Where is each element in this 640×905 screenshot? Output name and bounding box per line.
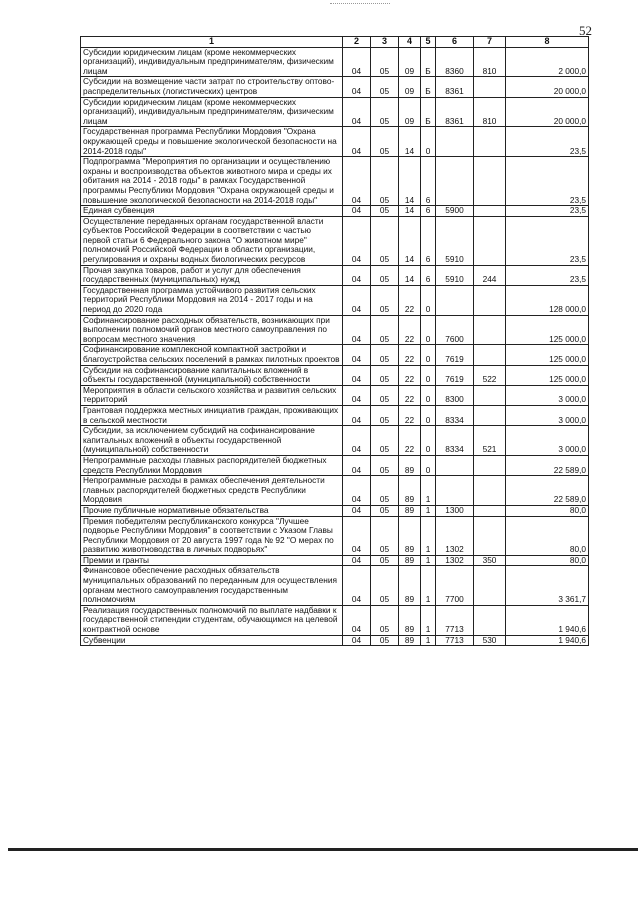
col-7-cell: 522 [474, 365, 506, 385]
header-row [81, 37, 589, 48]
col-4-cell: 14 [399, 157, 421, 206]
row-name-cell: Государственная программа устойчивого развития сельских территорий Республики Мордовия на 2014 - 2017 годы и на период до 2020 года [81, 285, 343, 315]
row-name-cell: Единая субвенция [81, 206, 343, 217]
row-name-cell: Субсидии, за исключением субсидий на софинансирование капитальных вложений в объекты государственной (муниципальной) собственности [81, 426, 343, 456]
row-name-cell: Подпрограмма "Мероприятия по организации и осуществлению охраны и воспроизводства объектов животного мира и среды их обитания на 2014 - 2018 годы" в рамках Государственной программы Республики Мордовия "Охрана окружающей среды и повышение экологической безопасности на 2014-2018 годы" [81, 157, 343, 206]
col-2-cell: 04 [343, 476, 371, 506]
col-2-cell: 04 [343, 97, 371, 127]
col-4-cell: 14 [399, 265, 421, 285]
col-2-cell: 04 [343, 315, 371, 345]
col-5-cell: 0 [421, 426, 436, 456]
col-4-cell: 22 [399, 315, 421, 345]
col-2-cell: 04 [343, 426, 371, 456]
col-2-cell: 04 [343, 405, 371, 425]
col-6-cell: 1300 [436, 505, 474, 516]
col-2-cell: 04 [343, 77, 371, 97]
col-2-cell: 04 [343, 516, 371, 555]
amount-cell: 3 000,0 [506, 385, 589, 405]
amount-cell: 23,5 [506, 265, 589, 285]
row-name-cell: Непрограммные расходы в рамках обеспечения деятельности главных распорядителей бюджетных средств Республики Мордовия [81, 476, 343, 506]
col-3-cell: 05 [371, 455, 399, 475]
col-5-cell: 0 [421, 315, 436, 345]
table-row [81, 285, 589, 315]
col-6-cell: 7619 [436, 345, 474, 365]
col-5-cell: Б [421, 47, 436, 77]
col-7-cell [474, 77, 506, 97]
col-4-cell: 89 [399, 635, 421, 646]
col-4-cell: 14 [399, 206, 421, 217]
table-row [81, 216, 589, 265]
row-name-cell: Прочая закупка товаров, работ и услуг для обеспечения государственных (муниципальных) нужд [81, 265, 343, 285]
amount-cell: 125 000,0 [506, 345, 589, 365]
amount-cell: 20 000,0 [506, 97, 589, 127]
col-5-cell: 0 [421, 385, 436, 405]
col-4-cell: 89 [399, 555, 421, 566]
col-6-cell: 8360 [436, 47, 474, 77]
col-7-cell [474, 127, 506, 157]
col-7-cell [474, 605, 506, 635]
row-name-cell: Субсидии юридическим лицам (кроме некоммерческих организаций), индивидуальным предпринимателям, физическим лицам [81, 47, 343, 77]
col-3-cell: 05 [371, 216, 399, 265]
col-2-cell: 04 [343, 127, 371, 157]
col-3-cell: 05 [371, 127, 399, 157]
col-4-cell: 22 [399, 345, 421, 365]
col-6-cell: 7713 [436, 605, 474, 635]
header-col-8: 8 [506, 37, 589, 48]
table-row [81, 157, 589, 206]
col-3-cell: 05 [371, 405, 399, 425]
col-2-cell: 04 [343, 157, 371, 206]
col-4-cell: 89 [399, 476, 421, 506]
col-3-cell: 05 [371, 265, 399, 285]
col-6-cell [436, 476, 474, 506]
col-4-cell: 89 [399, 455, 421, 475]
row-name-cell: Субсидии юридическим лицам (кроме некоммерческих организаций), индивидуальным предпринимателям, физическим лицам [81, 97, 343, 127]
col-4-cell: 22 [399, 405, 421, 425]
table-row [81, 345, 589, 365]
col-3-cell: 05 [371, 566, 399, 605]
amount-cell: 23,5 [506, 206, 589, 217]
col-4-cell: 22 [399, 385, 421, 405]
amount-cell: 3 000,0 [506, 426, 589, 456]
table-row [81, 635, 589, 646]
col-3-cell: 05 [371, 365, 399, 385]
col-7-cell [474, 315, 506, 345]
row-name-cell: Софинансирование расходных обязательств, возникающих при выполнении полномочий органов местного самоуправления по вопросам местного значения [81, 315, 343, 345]
col-7-cell [474, 157, 506, 206]
col-6-cell [436, 127, 474, 157]
col-4-cell: 14 [399, 127, 421, 157]
col-3-cell: 05 [371, 315, 399, 345]
col-7-cell [474, 476, 506, 506]
col-2-cell: 04 [343, 555, 371, 566]
amount-cell: 3 000,0 [506, 405, 589, 425]
col-7-cell [474, 505, 506, 516]
col-7-cell [474, 206, 506, 217]
col-6-cell: 1302 [436, 516, 474, 555]
col-4-cell: 89 [399, 605, 421, 635]
col-5-cell: 0 [421, 345, 436, 365]
table-row [81, 77, 589, 97]
col-6-cell: 1302 [436, 555, 474, 566]
col-6-cell [436, 285, 474, 315]
col-5-cell: 6 [421, 265, 436, 285]
amount-cell: 80,0 [506, 505, 589, 516]
col-3-cell: 05 [371, 516, 399, 555]
col-3-cell: 05 [371, 385, 399, 405]
col-7-cell [474, 566, 506, 605]
col-7-cell: 521 [474, 426, 506, 456]
table-row [81, 505, 589, 516]
col-6-cell: 5900 [436, 206, 474, 217]
col-6-cell: 7619 [436, 365, 474, 385]
col-4-cell: 14 [399, 216, 421, 265]
table-row [81, 385, 589, 405]
row-name-cell: Осуществление переданных органам государственной власти субъектов Российской Федерации в соответствии с частью первой статьи 6 Федерального закона "О животном мире" полномочий Российской Федерации в области организации, регулирования и охраны водных биологических ресурсов [81, 216, 343, 265]
amount-cell: 1 940,6 [506, 605, 589, 635]
col-3-cell: 05 [371, 505, 399, 516]
amount-cell: 2 000,0 [506, 47, 589, 77]
col-2-cell: 04 [343, 47, 371, 77]
row-name-cell: Прочие публичные нормативные обязательства [81, 505, 343, 516]
col-5-cell: 0 [421, 455, 436, 475]
col-6-cell: 8334 [436, 405, 474, 425]
col-5-cell: 6 [421, 206, 436, 217]
row-name-cell: Субсидии на возмещение части затрат по строительству оптово-распределительных (логистических) центров [81, 77, 343, 97]
col-5-cell: 6 [421, 157, 436, 206]
col-6-cell [436, 157, 474, 206]
col-6-cell: 7700 [436, 566, 474, 605]
col-6-cell: 8361 [436, 97, 474, 127]
col-2-cell: 04 [343, 635, 371, 646]
col-5-cell: 0 [421, 127, 436, 157]
col-5-cell: Б [421, 77, 436, 97]
row-name-cell: Грантовая поддержка местных инициатив граждан, проживающих в сельской местности [81, 405, 343, 425]
table-row [81, 405, 589, 425]
col-6-cell: 5910 [436, 265, 474, 285]
table-row [81, 476, 589, 506]
col-4-cell: 89 [399, 516, 421, 555]
col-2-cell: 04 [343, 566, 371, 605]
col-7-cell [474, 385, 506, 405]
col-2-cell: 04 [343, 505, 371, 516]
table-body [81, 47, 589, 646]
amount-cell: 20 000,0 [506, 77, 589, 97]
amount-cell: 3 361,7 [506, 566, 589, 605]
col-6-cell: 8300 [436, 385, 474, 405]
col-7-cell [474, 405, 506, 425]
col-7-cell [474, 455, 506, 475]
col-5-cell: 0 [421, 405, 436, 425]
row-name-cell: Финансовое обеспечение расходных обязательств муниципальных образований по переданным для осуществления органам местного самоуправления государственным полномочиям [81, 566, 343, 605]
amount-cell: 80,0 [506, 555, 589, 566]
table-row [81, 605, 589, 635]
budget-table [80, 36, 589, 646]
col-5-cell: 1 [421, 505, 436, 516]
amount-cell: 23,5 [506, 127, 589, 157]
scan-edge [8, 848, 638, 851]
col-4-cell: 22 [399, 285, 421, 315]
col-3-cell: 05 [371, 345, 399, 365]
col-5-cell: Б [421, 97, 436, 127]
col-3-cell: 05 [371, 157, 399, 206]
col-7-cell: 530 [474, 635, 506, 646]
col-4-cell: 22 [399, 365, 421, 385]
scan-artifact [330, 3, 390, 5]
col-4-cell: 22 [399, 426, 421, 456]
col-7-cell [474, 516, 506, 555]
col-6-cell: 7600 [436, 315, 474, 345]
col-2-cell: 04 [343, 455, 371, 475]
header-col-4: 4 [399, 37, 421, 48]
header-col-2: 2 [343, 37, 371, 48]
col-6-cell: 8361 [436, 77, 474, 97]
col-6-cell: 5910 [436, 216, 474, 265]
header-col-1: 1 [81, 37, 343, 48]
col-3-cell: 05 [371, 97, 399, 127]
col-3-cell: 05 [371, 77, 399, 97]
amount-cell: 1 940,6 [506, 635, 589, 646]
col-2-cell: 04 [343, 345, 371, 365]
col-3-cell: 05 [371, 635, 399, 646]
col-2-cell: 04 [343, 385, 371, 405]
col-3-cell: 05 [371, 47, 399, 77]
row-name-cell: Государственная программа Республики Мордовия "Охрана окружающей среды и повышение экологической безопасности на 2014-2018 годы" [81, 127, 343, 157]
table-row [81, 455, 589, 475]
table-row [81, 516, 589, 555]
amount-cell: 22 589,0 [506, 455, 589, 475]
table-row [81, 555, 589, 566]
table-row [81, 97, 589, 127]
table-row [81, 127, 589, 157]
amount-cell: 125 000,0 [506, 315, 589, 345]
row-name-cell: Непрограммные расходы главных распорядителей бюджетных средств Республики Мордовия [81, 455, 343, 475]
header-col-7: 7 [474, 37, 506, 48]
col-5-cell: 1 [421, 605, 436, 635]
col-5-cell: 1 [421, 476, 436, 506]
table-row [81, 566, 589, 605]
col-5-cell: 1 [421, 566, 436, 605]
row-name-cell: Субвенции [81, 635, 343, 646]
col-7-cell [474, 216, 506, 265]
col-7-cell: 350 [474, 555, 506, 566]
amount-cell: 22 589,0 [506, 476, 589, 506]
row-name-cell: Премии и гранты [81, 555, 343, 566]
col-4-cell: 89 [399, 566, 421, 605]
col-4-cell: 89 [399, 505, 421, 516]
col-7-cell [474, 345, 506, 365]
col-2-cell: 04 [343, 605, 371, 635]
col-5-cell: 1 [421, 516, 436, 555]
row-name-cell: Субсидии на софинансирование капитальных вложений в объекты государственной (муниципальной) собственности [81, 365, 343, 385]
col-2-cell: 04 [343, 285, 371, 315]
col-7-cell: 244 [474, 265, 506, 285]
col-5-cell: 1 [421, 555, 436, 566]
row-name-cell: Мероприятия в области сельского хозяйства и развития сельских территорий [81, 385, 343, 405]
table-row [81, 265, 589, 285]
row-name-cell: Софинансирование комплексной компактной застройки и благоустройства сельских поселений в рамках пилотных проектов [81, 345, 343, 365]
col-3-cell: 05 [371, 426, 399, 456]
row-name-cell: Премия победителям республиканского конкурса "Лучшее подворье Республики Мордовия" в соответствии с Указом Главы Республики Мордовия от 20 августа 1997 года № 92 "О мерах по развитию животноводства в личных подворьях" [81, 516, 343, 555]
amount-cell: 125 000,0 [506, 365, 589, 385]
col-3-cell: 05 [371, 285, 399, 315]
table-row [81, 315, 589, 345]
table-row [81, 206, 589, 217]
col-3-cell: 05 [371, 476, 399, 506]
amount-cell: 23,5 [506, 157, 589, 206]
col-4-cell: 09 [399, 47, 421, 77]
header-col-5: 5 [421, 37, 436, 48]
header-col-3: 3 [371, 37, 399, 48]
table-row [81, 365, 589, 385]
col-5-cell: 6 [421, 216, 436, 265]
amount-cell: 128 000,0 [506, 285, 589, 315]
col-4-cell: 09 [399, 77, 421, 97]
col-7-cell: 810 [474, 47, 506, 77]
col-7-cell: 810 [474, 97, 506, 127]
page-number: 52 [579, 23, 592, 38]
col-2-cell: 04 [343, 206, 371, 217]
col-5-cell: 0 [421, 285, 436, 315]
col-2-cell: 04 [343, 216, 371, 265]
col-3-cell: 05 [371, 605, 399, 635]
table-row [81, 426, 589, 456]
col-3-cell: 05 [371, 555, 399, 566]
col-6-cell: 8334 [436, 426, 474, 456]
col-6-cell [436, 455, 474, 475]
col-3-cell: 05 [371, 206, 399, 217]
table-row [81, 47, 589, 77]
amount-cell: 80,0 [506, 516, 589, 555]
col-5-cell: 1 [421, 635, 436, 646]
col-7-cell [474, 285, 506, 315]
header-col-6: 6 [436, 37, 474, 48]
row-name-cell: Реализация государственных полномочий по выплате надбавки к государственной стипендии студентам, обучающимся на целевой контрактной основе [81, 605, 343, 635]
col-5-cell: 0 [421, 365, 436, 385]
col-6-cell: 7713 [436, 635, 474, 646]
col-4-cell: 09 [399, 97, 421, 127]
col-2-cell: 04 [343, 265, 371, 285]
col-2-cell: 04 [343, 365, 371, 385]
amount-cell: 23,5 [506, 216, 589, 265]
